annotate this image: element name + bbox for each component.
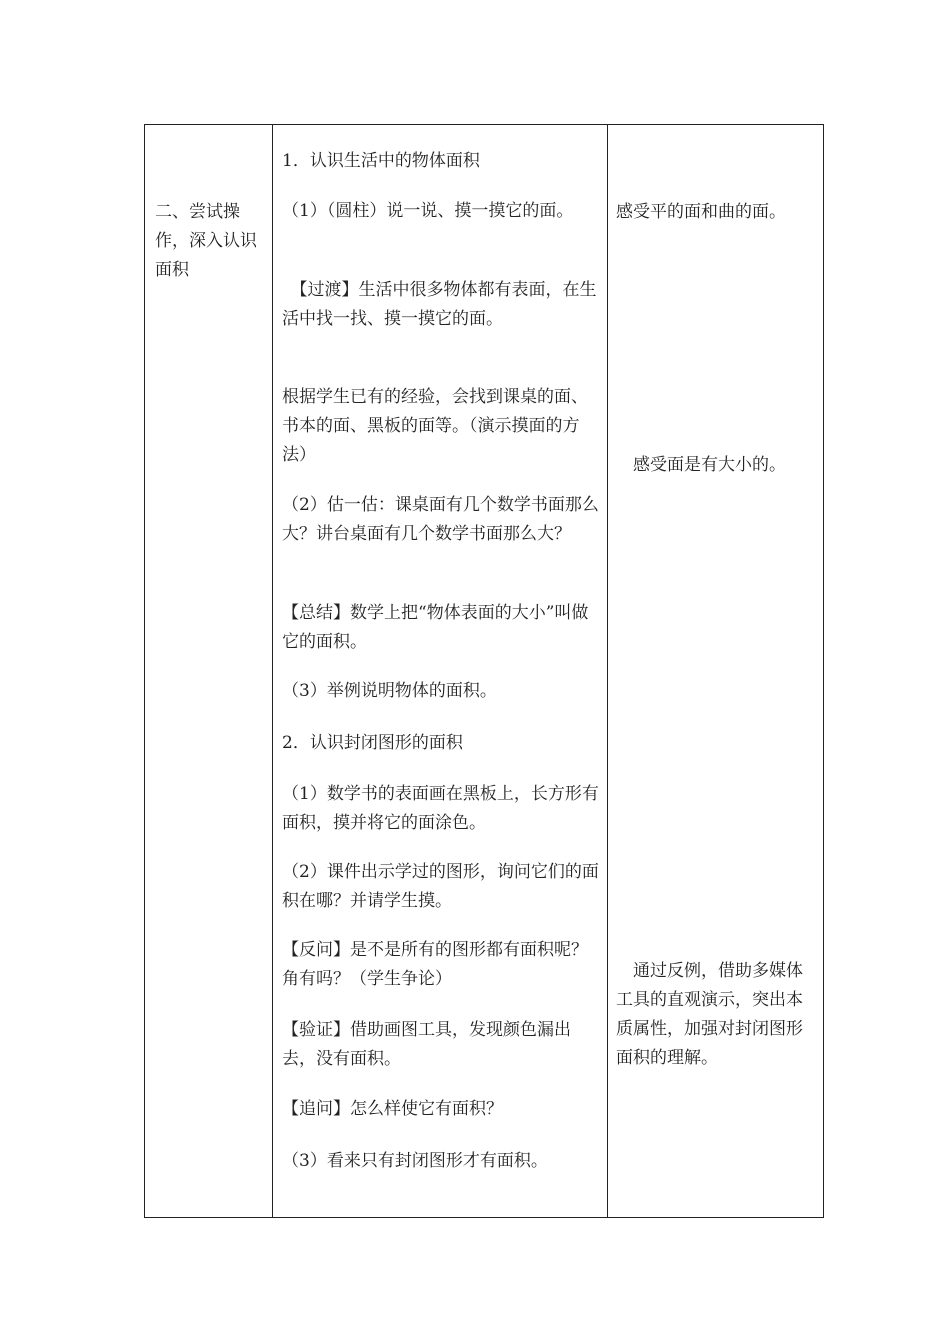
process-line: 【反问】是不是所有的图形都有面积呢？角有吗？（学生争论） xyxy=(282,940,588,989)
column-divider xyxy=(607,125,608,1217)
intent-line: 感受面是有大小的。 xyxy=(616,455,786,475)
process-line: 【验证】借助画图工具，发现颜色漏出去，没有面积。 xyxy=(282,1020,571,1069)
process-line: 根据学生已有的经验，会找到课桌的面、书本的面、黑板的面等。（演示摸面的方法） xyxy=(282,387,588,465)
intent-line: 通过反例，借助多媒体工具的直观演示，突出本质属性，加强对封闭图形面积的理解。 xyxy=(616,961,803,1068)
process-line: （3）举例说明物体的面积。 xyxy=(282,681,497,701)
process-line: （1）数学书的表面画在黑板上，长方形有面积，摸并将它的面涂色。 xyxy=(282,784,599,833)
stage-label: 二、尝试操作，深入认识面积 xyxy=(155,202,257,280)
process-line: 【过渡】生活中很多物体都有表面，在生活中找一找、摸一摸它的面。 xyxy=(282,280,597,329)
process-line: 【总结】数学上把“物体表面的大小”叫做它的面积。 xyxy=(282,603,589,652)
process-line: 2．认识封闭图形的面积 xyxy=(282,733,463,753)
column-divider xyxy=(272,125,273,1217)
process-line: （2）估一估：课桌面有几个数学书面那么大？讲台桌面有几个数学书面那么大？ xyxy=(282,495,599,544)
process-line: 【追问】怎么样使它有面积？ xyxy=(282,1099,503,1119)
process-line: 1．认识生活中的物体面积 xyxy=(282,151,480,171)
process-line: （1）（圆柱）说一说、摸一摸它的面。 xyxy=(282,201,574,221)
process-line: （2）课件出示学过的图形，询问它们的面积在哪？并请学生摸。 xyxy=(282,862,599,911)
intent-line: 感受平的面和曲的面。 xyxy=(616,202,786,222)
process-line: （3）看来只有封闭图形才有面积。 xyxy=(282,1151,548,1171)
